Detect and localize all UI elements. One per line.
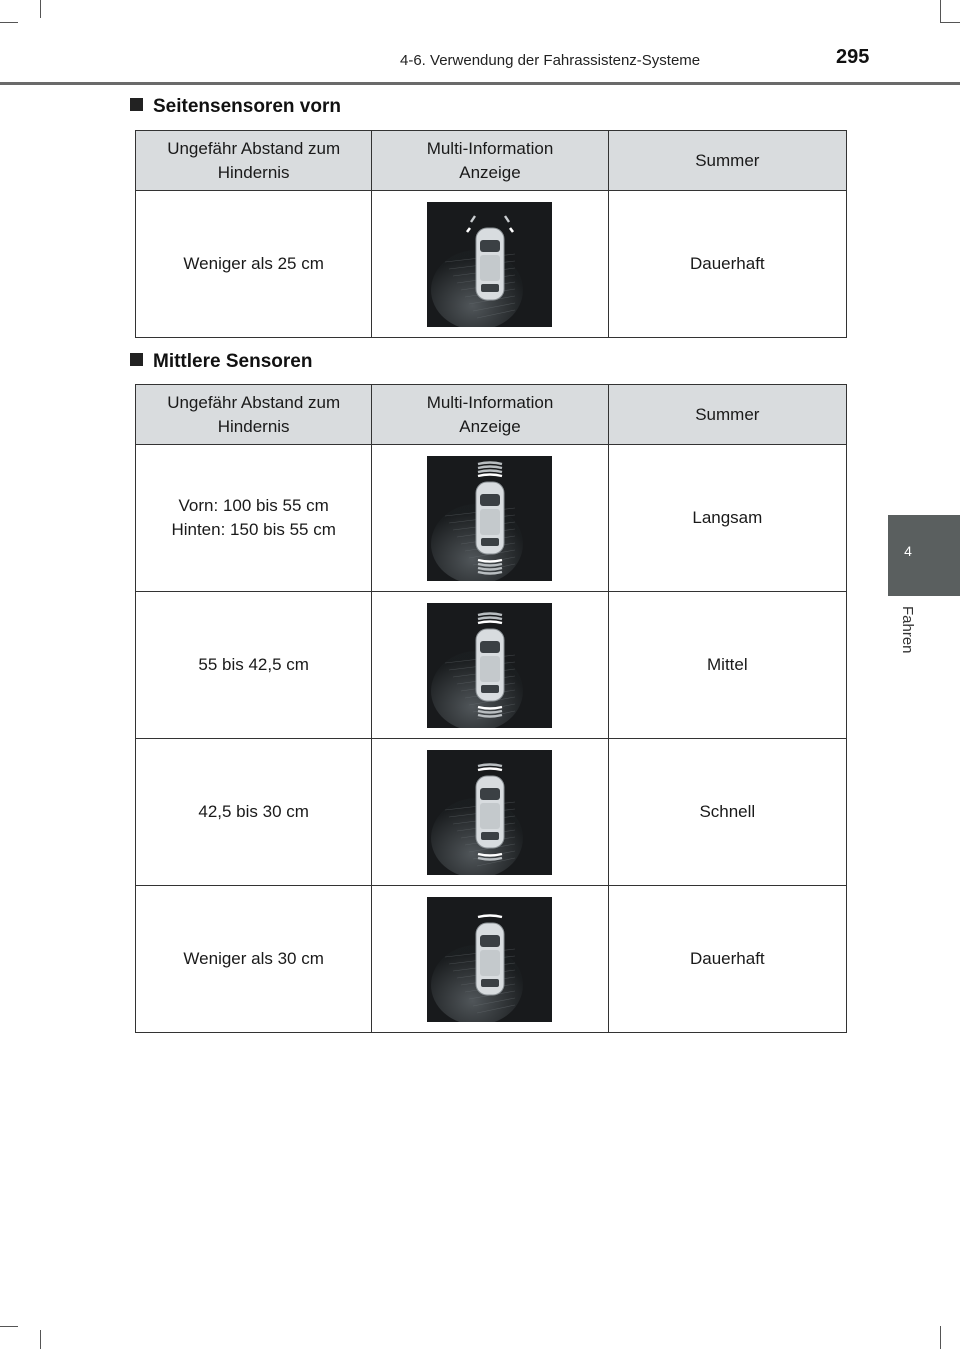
distance-cell: 55 bis 42,5 cm xyxy=(136,592,372,739)
buzzer-cell: Dauerhaft xyxy=(608,886,846,1033)
section-heading-text: Mittlere Sensoren xyxy=(153,351,313,372)
table-row xyxy=(136,886,847,1033)
center-sensor-level-1-icon xyxy=(427,456,552,581)
header-title: 4-6. Verwendung der Fahrassistenz-Systeme xyxy=(400,52,701,69)
crop-mark xyxy=(40,0,41,18)
crop-mark xyxy=(940,1326,941,1349)
crop-mark xyxy=(40,1330,41,1349)
chapter-tab xyxy=(888,515,960,596)
column-header-buzzer: Summer xyxy=(608,385,846,445)
table-header-row xyxy=(136,131,847,191)
square-bullet-icon xyxy=(130,98,143,111)
chapter-label xyxy=(896,606,920,676)
buzzer-cell: Langsam xyxy=(608,445,846,592)
display-cell xyxy=(372,592,608,739)
distance-cell: Weniger als 25 cm xyxy=(136,191,372,338)
header-rule xyxy=(0,82,960,85)
center-sensor-level-3-icon xyxy=(427,750,552,875)
table-header-row xyxy=(136,385,847,445)
distance-cell: 42,5 bis 30 cm xyxy=(136,739,372,886)
column-header-buzzer: Summer xyxy=(608,131,846,191)
display-cell xyxy=(372,739,608,886)
buzzer-cell: Dauerhaft xyxy=(608,191,846,338)
page-number: 295 xyxy=(836,46,870,68)
column-header-display: Multi-Information Anzeige xyxy=(372,385,608,445)
display-cell xyxy=(372,191,608,338)
buzzer-cell: Mittel xyxy=(608,592,846,739)
table-row xyxy=(136,445,847,592)
chapter-label-text: Fahren xyxy=(899,606,916,654)
chapter-number: 4 xyxy=(904,543,912,559)
table-row xyxy=(136,739,847,886)
crop-mark xyxy=(0,1326,18,1327)
display-cell xyxy=(372,445,608,592)
column-header-display: Multi-Information Anzeige xyxy=(372,131,608,191)
table-row xyxy=(136,592,847,739)
distance-cell: Vorn: 100 bis 55 cm Hinten: 150 bis 55 cm xyxy=(136,445,372,592)
side-sensor-continuous-icon xyxy=(427,202,552,327)
buzzer-cell: Schnell xyxy=(608,739,846,886)
column-header-distance: Ungefähr Abstand zum Hindernis xyxy=(136,385,372,445)
distance-cell: Weniger als 30 cm xyxy=(136,886,372,1033)
center-sensor-level-2-icon xyxy=(427,603,552,728)
display-cell xyxy=(372,886,608,1033)
center-sensor-table xyxy=(135,384,847,1033)
center-sensor-level-4-icon xyxy=(427,897,552,1022)
crop-mark xyxy=(940,0,941,22)
section-heading-front-side xyxy=(130,96,341,118)
section-heading-center xyxy=(130,351,312,373)
crop-mark xyxy=(940,22,960,23)
table-row xyxy=(136,191,847,338)
crop-mark xyxy=(0,22,18,23)
front-side-sensor-table xyxy=(135,130,847,338)
column-header-distance: Ungefähr Abstand zum Hindernis xyxy=(136,131,372,191)
section-heading-text: Seitensensoren vorn xyxy=(153,96,341,117)
square-bullet-icon xyxy=(130,353,143,366)
